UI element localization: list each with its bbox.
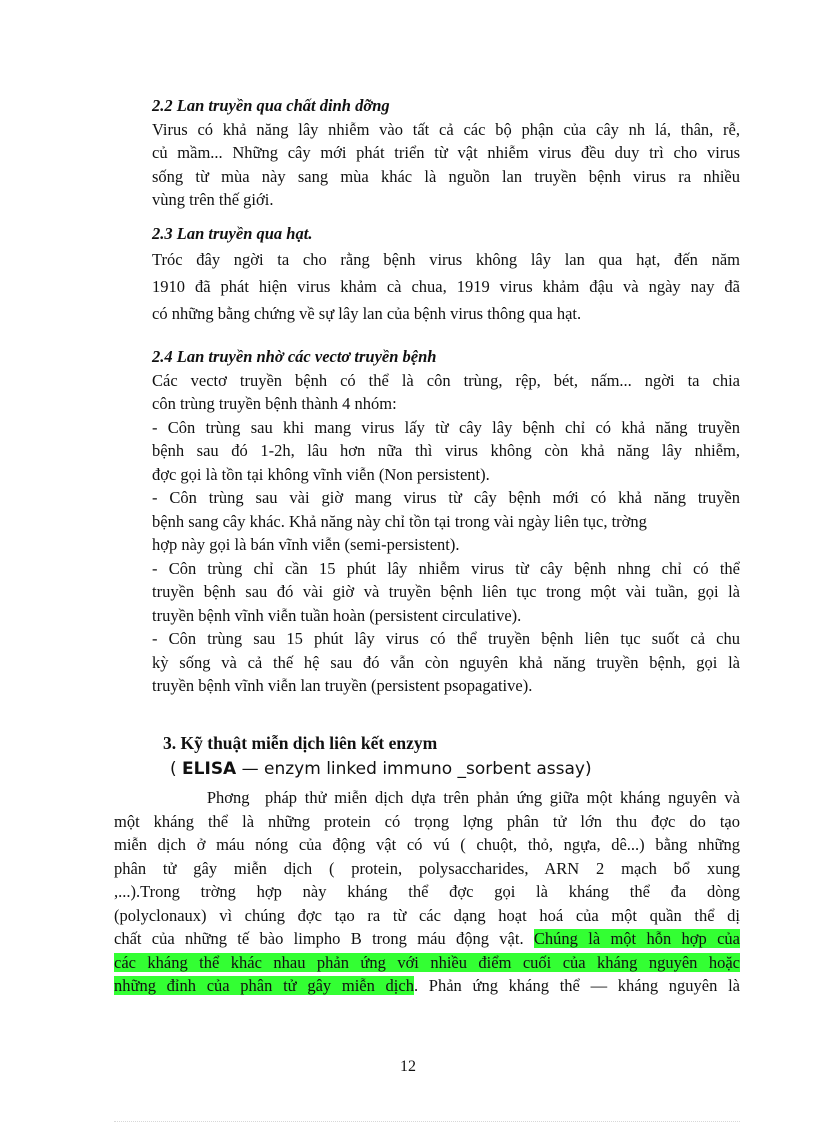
paragraph-line: Các vectơ truyền bệnh có thể là côn trùng, rệp, bét, nấm... ngời ta chia: [152, 370, 740, 390]
paragraph-line: Virus có khả năng lây nhiễm vào tất cả các bộ phận của cây nh lá, thân, rễ,: [152, 119, 740, 139]
highlighted-text: những đỉnh của phân tử gây miễn dịch: [114, 976, 414, 995]
list-item-line: truyền bệnh sau đó vài giờ và truyền bệnh liên tục trong một vài tuần, gọi là: [152, 582, 740, 601]
section-heading: 2.4 Lan truyền nhờ các vectơ truyền bệnh: [152, 347, 437, 366]
paragraph-line: [114, 974, 740, 998]
paragraph-line: vùng trên thế giới.: [152, 190, 274, 209]
list-item-line: - Côn trùng sau vài giờ mang virus từ cây bệnh mới có khả năng truyền: [152, 488, 740, 507]
paragraph-line: phân tử gây miễn dịch ( protein, polysaccharides, ARN 2 mạch bổ xung: [114, 858, 740, 878]
section-2-2: [152, 94, 740, 212]
paragraph-line: một kháng thể là những protein có trọng lợng phân tử lớn thu đợc do tạo: [114, 811, 740, 831]
highlighted-text: các kháng thể khác nhau phản ứng với nhiều điểm cuối của kháng nguyên hoặc: [114, 952, 740, 972]
elisa-open: (: [170, 759, 183, 779]
paragraph-line: miễn dịch ở máu nóng của động vật có vú ( chuột, thỏ, ngựa, dê...) bằng những: [114, 835, 740, 854]
list-item-line: truyền bệnh vĩnh viễn tuần hoàn (persistent circulative).: [152, 605, 522, 625]
page-number: 12: [400, 1058, 416, 1075]
list-item-line: bệnh sau đó 1-2h, lâu hơn nữa thì virus không còn khả năng lây nhiễm,: [152, 441, 740, 460]
paragraph-line: có những bằng chứng về sự lây lan của bệnh virus thông qua hạt.: [152, 303, 582, 323]
section-3-heading: 3. Kỹ thuật miễn dịch liên kết enzym: [163, 733, 438, 753]
paragraph-line: côn trùng truyền bệnh thành 4 nhóm:: [152, 394, 397, 413]
section-2-4: [152, 345, 740, 698]
list-item-line: - Côn trùng sau khi mang virus lấy từ cây lây bệnh chỉ có khả năng truyền: [152, 417, 740, 437]
section-3-body: [114, 786, 740, 998]
list-item-line: bệnh sang cây khác. Khả năng này chỉ tồn tại trong vài ngày liên tục, trờng: [152, 511, 647, 531]
paragraph-line: (polyclonaux) vì chúng đợc tạo ra từ các dạng hoạt hoá của một quần thể dị: [114, 905, 740, 925]
paragraph-line: Phơng pháp thử miễn dịch dựa trên phản ứng giữa một kháng nguyên và: [114, 788, 740, 807]
list-item-line: - Côn trùng chỉ cần 15 phút lây nhiễm virus từ cây bệnh nhng chỉ có thể: [152, 558, 740, 578]
paragraph-line: [114, 927, 740, 951]
paragraph-line: ,...).Trong trờng hợp này kháng thể đợc gọi là kháng thể đa dòng: [114, 882, 740, 901]
list-item-line: - Côn trùng sau 15 phút lây virus có thể truyền bệnh liên tục suốt cả chu: [152, 629, 740, 648]
list-item-line: truyền bệnh vĩnh viễn lan truyền (persistent psopagative).: [152, 676, 533, 695]
elisa-expansion: — enzym linked immuno _sorbent assay): [236, 759, 592, 779]
paragraph-line: củ mầm... Những cây mới phát triển từ vật nhiễm virus đều duy trì cho virus: [152, 143, 740, 162]
paragraph-line: [114, 951, 740, 975]
section-heading: 2.2 Lan truyền qua chất dinh dỡng: [152, 96, 390, 115]
text-run: . Phản ứng kháng thể — kháng nguyên là: [413, 976, 740, 995]
list-item-line: đợc gọi là tồn tại không vĩnh viễn (Non persistent).: [152, 464, 490, 484]
page-divider: [114, 1121, 740, 1122]
paragraph-line: Tróc đây ngời ta cho rằng bệnh virus không lây lan qua hạt, đến năm: [152, 249, 740, 269]
section-heading: 2.3 Lan truyền qua hạt.: [152, 224, 313, 243]
text-run: chất của những tế bào limpho B trong máu động vật.: [114, 929, 534, 948]
section-2-3: [152, 222, 740, 327]
paragraph-line: sống từ mùa này sang mùa khác là nguồn lan truyền bệnh virus ra nhiều: [152, 166, 740, 186]
list-item-line: hợp này gọi là bán vĩnh viễn (semi-persistent).: [152, 535, 460, 554]
highlighted-text: Chúng là một hỗn hợp của: [533, 929, 740, 948]
elisa-subtitle: [170, 757, 592, 781]
elisa-acronym: ELISA: [182, 759, 237, 779]
list-item-line: kỳ sống và cả thế hệ sau đó vẫn còn nguyên khả năng truyền bệnh, gọi là: [152, 652, 740, 672]
paragraph-line: 1910 đã phát hiện virus khảm cà chua, 1919 virus khảm đậu và ngày nay đã: [152, 276, 740, 296]
